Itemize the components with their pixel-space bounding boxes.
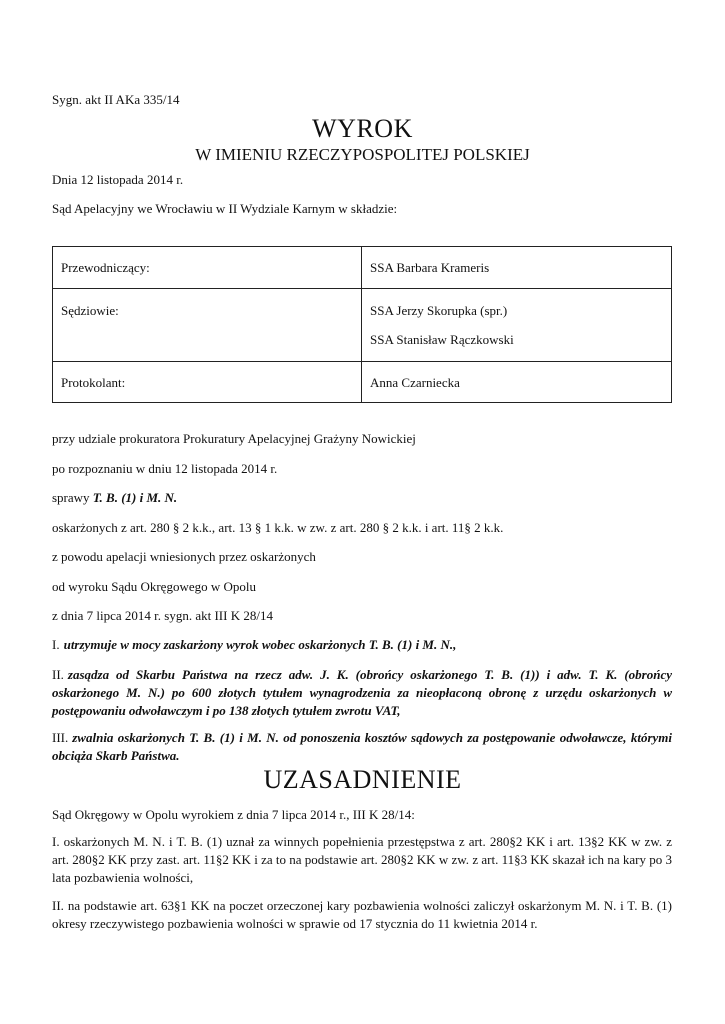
hearing-line: po rozpoznaniu w dniu 12 listopada 2014 r. bbox=[52, 461, 278, 476]
justification-point bbox=[52, 897, 672, 933]
court-composition-table bbox=[52, 246, 672, 403]
ruling-text: utrzymuje w mocy zaskarżony wyrok wobec oskarżonych T. B. (1) i M. N., bbox=[63, 637, 457, 652]
ruling-item bbox=[52, 636, 672, 654]
court-line: Sąd Apelacyjny we Wrocławiu w II Wydziale Karnym w składzie: bbox=[52, 201, 398, 216]
ruling-number: II. bbox=[52, 667, 64, 682]
table-cell bbox=[362, 247, 672, 289]
chair-label: Przewodniczący: bbox=[61, 260, 150, 275]
table-cell bbox=[362, 362, 672, 403]
ruling-text: zasądza od Skarbu Państwa na rzecz adw. J. K. (obrońcy oskarżonego T. B. (1)) i adw. T. K. (obrońcy oskarżonego M. N.) po 600 złotych tytułem wynagrodzenia za nieopłaconą obronę z urzędu oskarżonych w postępowaniu odwoławczym i po 138 złotych tytułem zwrotu VAT, bbox=[52, 667, 672, 718]
appeal-line: z powodu apelacji wniesionych przez oskarżonych bbox=[52, 549, 316, 564]
ruling-item bbox=[52, 666, 672, 720]
document-title: WYROK bbox=[312, 114, 413, 143]
table-row bbox=[53, 247, 672, 289]
table-cell bbox=[53, 289, 362, 362]
table-row bbox=[53, 362, 672, 403]
justification-intro: Sąd Okręgowy w Opolu wyrokiem z dnia 7 lipca 2014 r., III K 28/14: bbox=[52, 807, 415, 822]
judge-name: SSA Jerzy Skorupka (spr.) bbox=[370, 303, 508, 318]
point-number: I. bbox=[52, 834, 60, 849]
judges-label: Sędziowie: bbox=[61, 303, 119, 318]
date-line: Dnia 12 listopada 2014 r. bbox=[52, 172, 184, 187]
clerk-name: Anna Czarniecka bbox=[370, 375, 460, 390]
clerk-label: Protokolant: bbox=[61, 375, 126, 390]
case-number: Sygn. akt II AKa 335/14 bbox=[52, 92, 180, 107]
charges-line: oskarżonych z art. 280 § 2 k.k., art. 13 § 1 k.k. w zw. z art. 280 § 2 k.k. i art. 11§ 2 k.k. bbox=[52, 520, 504, 535]
ruling-number: III. bbox=[52, 730, 69, 745]
ruling-item bbox=[52, 729, 672, 765]
table-cell bbox=[53, 247, 362, 289]
ruling-text: zwalnia oskarżonych T. B. (1) i M. N. od ponoszenia kosztów sądowych za postępowanie odwoławcze, którymi obciąża Skarb Państwa. bbox=[52, 730, 672, 763]
justification-point bbox=[52, 833, 672, 887]
table-cell bbox=[53, 362, 362, 403]
table-cell bbox=[362, 289, 672, 362]
document-subtitle: W IMIENIU RZECZYPOSPOLITEJ POLSKIEJ bbox=[195, 145, 530, 164]
point-text: oskarżonych M. N. i T. B. (1) uznał za winnych popełnienia przestępstwa z art. 280§2 KK i art. 13§2 KK w zw. z art. 280§2 KK przy zast. art. 11§2 KK i za to na podstawie art. 280§2 KK w zw. z art. 11§3 KK skazał ich na kary po 3 lata pozbawienia wolności, bbox=[52, 834, 672, 885]
chair-name: SSA Barbara Krameris bbox=[370, 260, 490, 275]
case-parties: T. B. (1) i M. N. bbox=[92, 490, 178, 505]
ruling-number: I. bbox=[52, 637, 60, 652]
prosecutor-line: przy udziale prokuratora Prokuratury Apelacyjnej Grażyny Nowickiej bbox=[52, 431, 416, 446]
judgment-date-line: z dnia 7 lipca 2014 r. sygn. akt III K 28/14 bbox=[52, 608, 273, 623]
case-parties-line bbox=[52, 490, 177, 506]
table-row bbox=[53, 289, 672, 362]
justification-title: UZASADNIENIE bbox=[263, 765, 462, 794]
judge-name: SSA Stanisław Rączkowski bbox=[370, 332, 514, 347]
judgment-line: od wyroku Sądu Okręgowego w Opolu bbox=[52, 579, 257, 594]
point-text: na podstawie art. 63§1 KK na poczet orzeczonej kary pozbawienia wolności zaliczył oskarżonym M. N. i T. B. (1) okresy rzeczywistego pozbawienia wolności w sprawie od 17 stycznia do 11 kwietnia 2014 r. bbox=[52, 898, 672, 931]
point-number: II. bbox=[52, 898, 64, 913]
case-prefix: sprawy bbox=[52, 490, 90, 505]
